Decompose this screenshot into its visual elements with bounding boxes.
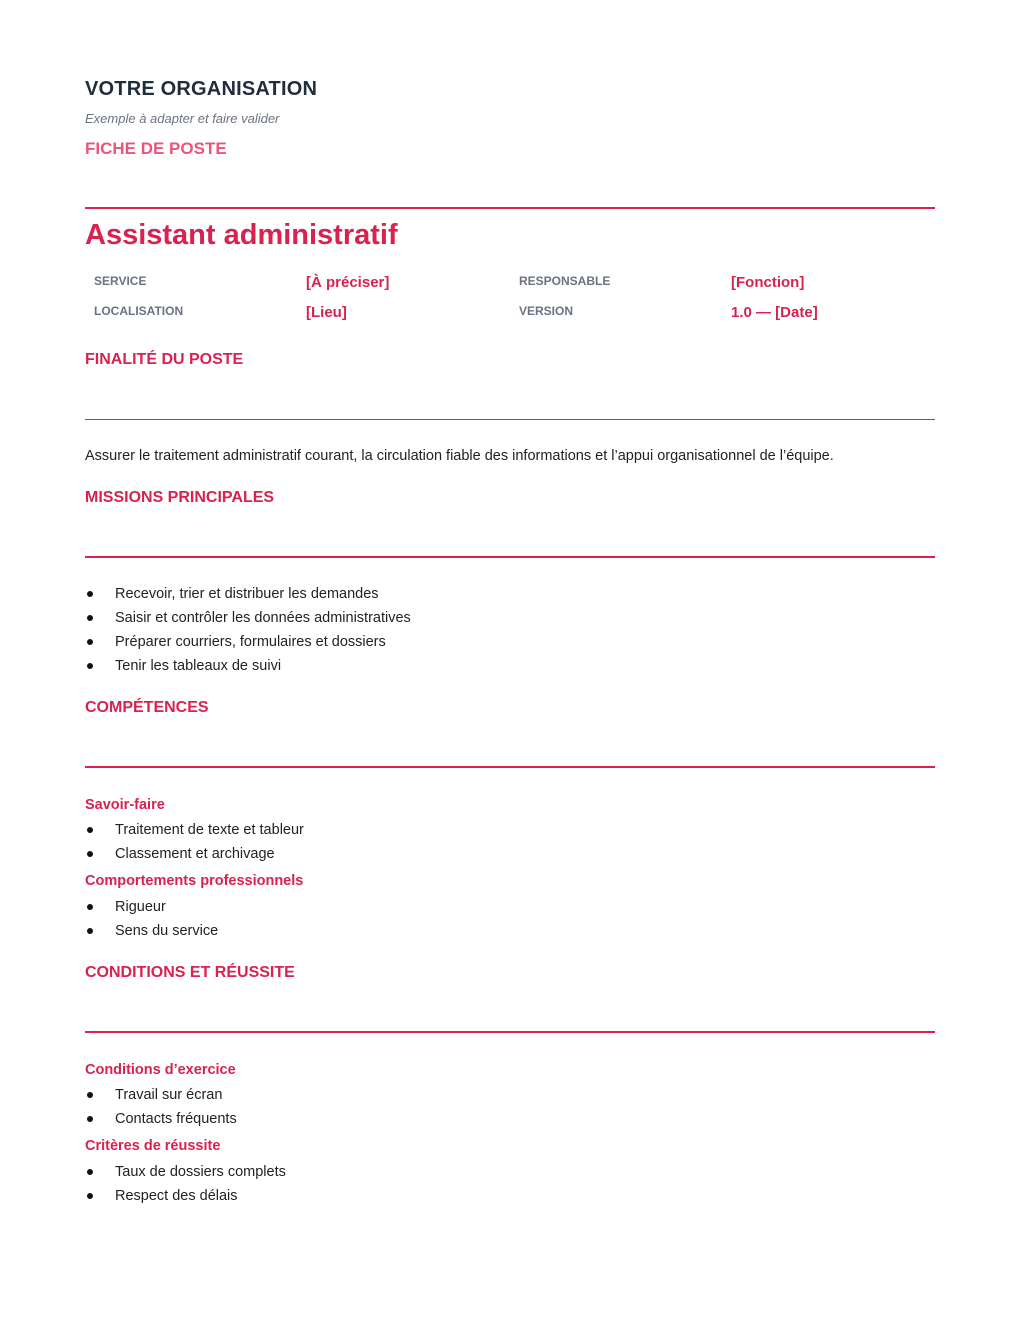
- missions-section-title: MISSIONS PRINCIPALES: [85, 489, 275, 506]
- list-item-text: Recevoir, trier et distribuer les demandes: [115, 586, 379, 602]
- version-label: VERSION: [519, 304, 574, 318]
- list-item-text: Respect des délais: [115, 1188, 238, 1204]
- skills-divider: [85, 766, 935, 768]
- location-value: [Lieu]: [306, 304, 347, 321]
- list-item: [85, 818, 304, 842]
- list-item-text: Saisir et contrôler les données administratives: [115, 610, 411, 626]
- list-item: [85, 630, 411, 654]
- bullet-icon: [87, 1169, 93, 1175]
- bullet-icon: [87, 928, 93, 934]
- list-item: [85, 654, 411, 678]
- conditions-section-title: CONDITIONS ET RÉUSSITE: [85, 964, 295, 981]
- bullet-icon: [87, 591, 93, 597]
- service-label: SERVICE: [94, 274, 147, 288]
- purpose-text: Assurer le traitement administratif courant, la circulation fiable des informations et l’appui organisationnel de l’équipe.: [85, 448, 834, 464]
- organization-name: VOTRE ORGANISATION: [85, 78, 318, 100]
- bullet-icon: [87, 639, 93, 645]
- list-item-text: Classement et archivage: [115, 846, 275, 862]
- purpose-divider: [85, 419, 935, 420]
- list-item-text: Tenir les tableaux de suivi: [115, 658, 282, 674]
- exercise-list: [85, 1083, 237, 1131]
- document-type: FICHE DE POSTE: [85, 139, 227, 158]
- bullet-icon: [87, 904, 93, 910]
- list-item-text: Taux de dossiers complets: [115, 1164, 286, 1180]
- bullet-icon: [87, 851, 93, 857]
- missions-list: [85, 582, 411, 678]
- list-item: [85, 895, 218, 919]
- list-item: [85, 582, 411, 606]
- list-item: [85, 1107, 237, 1131]
- exercise-title: Conditions d’exercice: [85, 1062, 236, 1078]
- list-item-text: Rigueur: [115, 899, 166, 915]
- success-title: Critères de réussite: [85, 1138, 221, 1154]
- bullet-icon: [87, 1193, 93, 1199]
- know-how-title: Savoir-faire: [85, 797, 165, 813]
- list-item-text: Travail sur écran: [115, 1087, 223, 1103]
- list-item: [85, 919, 218, 943]
- list-item-text: Sens du service: [115, 923, 219, 939]
- behaviors-list: [85, 895, 218, 943]
- list-item: [85, 1160, 286, 1184]
- bullet-icon: [87, 1092, 93, 1098]
- bullet-icon: [87, 1116, 93, 1122]
- list-item: [85, 1184, 286, 1208]
- missions-divider: [85, 556, 935, 558]
- list-item-text: Traitement de texte et tableur: [115, 822, 304, 838]
- bullet-icon: [87, 663, 93, 669]
- job-title: Assistant administratif: [85, 219, 398, 251]
- skills-section-title: COMPÉTENCES: [85, 699, 209, 716]
- list-item: [85, 606, 411, 630]
- version-value: 1.0 — [Date]: [731, 304, 818, 321]
- list-item-text: Contacts fréquents: [115, 1111, 237, 1127]
- list-item: [85, 842, 304, 866]
- bullet-icon: [87, 827, 93, 833]
- list-item-text: Préparer courriers, formulaires et dossiers: [115, 634, 386, 650]
- purpose-section-title: FINALITÉ DU POSTE: [85, 351, 244, 368]
- know-how-list: [85, 818, 304, 866]
- manager-label: RESPONSABLE: [519, 274, 611, 288]
- manager-value: [Fonction]: [731, 274, 805, 291]
- list-item: [85, 1083, 237, 1107]
- bullet-icon: [87, 615, 93, 621]
- conditions-divider: [85, 1031, 935, 1033]
- location-label: LOCALISATION: [94, 304, 184, 318]
- title-divider: [85, 207, 935, 209]
- organization-subtitle: Exemple à adapter et faire valider: [85, 111, 280, 126]
- behaviors-title: Comportements professionnels: [85, 873, 304, 889]
- service-value: [À préciser]: [306, 274, 390, 291]
- success-list: [85, 1160, 286, 1208]
